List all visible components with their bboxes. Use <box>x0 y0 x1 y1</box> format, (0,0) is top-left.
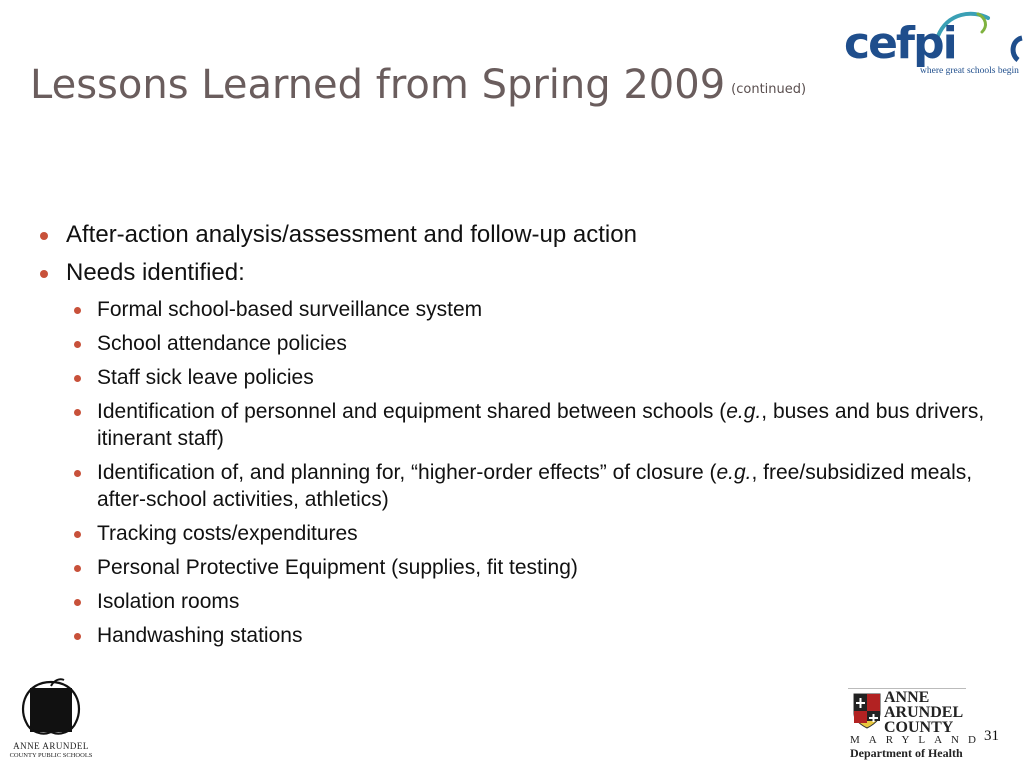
cefpi-partial-mark-icon <box>1008 34 1024 64</box>
bullet-list <box>38 220 998 656</box>
sub-bullet-dot <box>74 470 81 477</box>
bullet-dot <box>40 232 48 240</box>
slide-title-text: Lessons Learned from Spring 2009 <box>30 62 726 108</box>
sub-bullet-dot <box>74 409 81 416</box>
sub-bullet-dot <box>74 307 81 314</box>
aacps-logo <box>8 676 94 764</box>
sub-bullet-item <box>38 520 998 547</box>
bullet-text: Needs identified: <box>66 259 245 286</box>
sub-bullet-item <box>38 364 998 391</box>
sub-bullet-dot <box>74 599 81 606</box>
sub-bullet-text: Handwashing stations <box>97 624 303 647</box>
county-name: ANNE ARUNDEL COUNTY <box>884 689 964 736</box>
state-name: MARYLAND <box>850 734 985 746</box>
aacps-subname: COUNTY PUBLIC SCHOOLS <box>9 752 93 759</box>
apple-emblem-icon <box>8 676 94 740</box>
sub-bullet-text: Identification of, and planning for, “higher-order effects” of closure (e.g., free/subsidized meals, after-school activities, athletics) <box>97 461 973 511</box>
sub-bullet-dot <box>74 531 81 538</box>
sub-bullet-dot <box>74 375 81 382</box>
aacps-name: ANNE ARUNDEL <box>13 741 89 751</box>
sub-bullet-item <box>38 588 998 615</box>
sub-bullet-text: Staff sick leave policies <box>97 366 314 389</box>
slide-title-suffix: (continued) <box>731 82 807 97</box>
bullet-item <box>38 258 998 288</box>
maryland-shield-icon <box>852 692 882 730</box>
sub-bullet-dot <box>74 633 81 640</box>
slide-title <box>30 62 806 108</box>
aacdoh-logo <box>848 688 985 764</box>
sub-bullet-text: School attendance policies <box>97 332 347 355</box>
bullet-dot <box>40 270 48 278</box>
page-number: 31 <box>984 728 999 744</box>
sub-bullet-text: Personal Protective Equipment (supplies, fit testing) <box>97 556 578 579</box>
department-name: Department of Health <box>850 746 963 760</box>
bullet-item <box>38 220 998 250</box>
sub-bullet-text: Formal school-based surveillance system <box>97 298 483 321</box>
bullet-text: After-action analysis/assessment and follow-up action <box>66 221 637 248</box>
sub-bullet-item <box>38 398 998 452</box>
sub-bullet-item <box>38 459 998 513</box>
sub-bullet-dot <box>74 341 81 348</box>
sub-bullet-text: Isolation rooms <box>97 590 240 613</box>
cefpi-wordmark: cefpi <box>844 18 956 69</box>
sub-bullet-text: Tracking costs/expenditures <box>97 522 358 545</box>
sub-bullet-item <box>38 554 998 581</box>
sub-bullet-item <box>38 330 998 357</box>
sub-bullet-dot <box>74 565 81 572</box>
sub-bullet-text: Identification of personnel and equipment shared between schools (e.g., buses and bus drivers, itinerant staff) <box>97 400 985 450</box>
sub-bullet-item <box>38 622 998 649</box>
sub-bullet-item <box>38 296 998 323</box>
cefpi-logo <box>840 8 1024 92</box>
cefpi-tagline: where great schools begin <box>920 66 1019 76</box>
